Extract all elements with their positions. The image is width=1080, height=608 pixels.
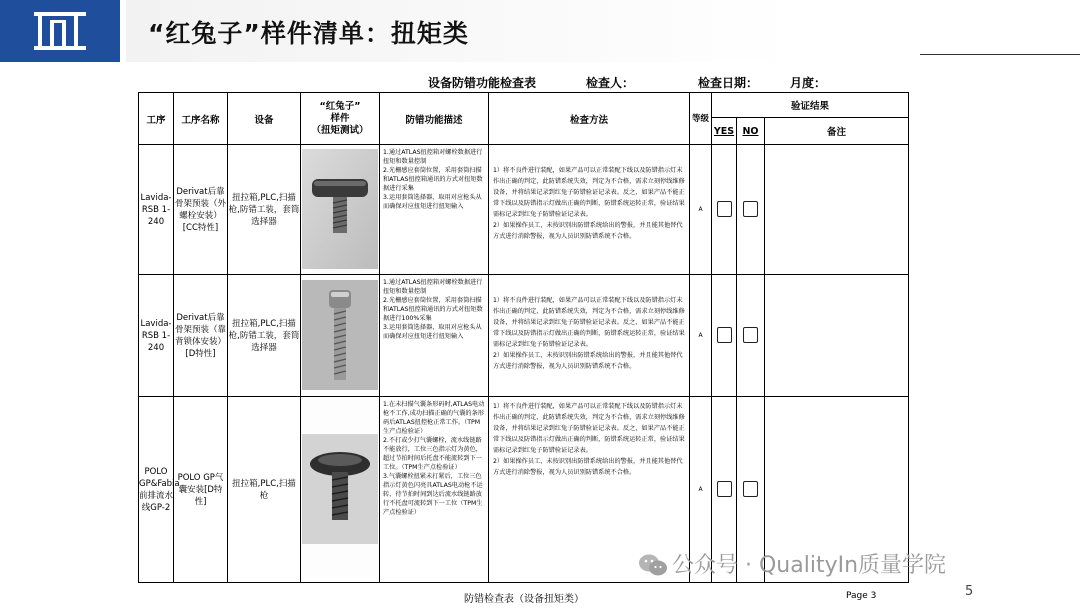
col-yes: YES <box>712 118 737 145</box>
cell-function-desc: 1.在未扫描气囊条形码时,ATLAS电动枪不工作,成功扫描正确的气囊的条形码后ATLAS扭控枪正常工作。（TPM生产点检验证） 2.不打或少打气囊螺栓，流水线链路不能放行，工位三色指示灯为黄色，超过节拍时间后托盘不能流转到下一工位。（TPM生产点检验证） 3.气囊螺栓扭紧未打紧后，工位三色指示灯黄色闪亮具ATLAS电动枪不运转，待节拍时间到达后流水线链路放行不托盘可流转到下一工位（TPM生产点检验证） <box>380 397 489 583</box>
cell-remark[interactable] <box>765 145 909 275</box>
company-logo <box>0 0 120 62</box>
sample-photo-cell <box>301 145 380 275</box>
cell-function-desc: 1.通过ATLAS扭控箱对螺栓数据进行扭矩和数量控制 2.光栅感应套筒位置，采用套筒扫描和ATLAS扭控箱通讯的方式对扭矩数据进行采集 3.运用套筒选择器，取用对应枪头从而确保对应扭矩进行扭矩输入 <box>380 145 489 275</box>
cell-grade: A <box>690 145 712 275</box>
cell-process: POLO GP&Fabia前排流水线GP-2 <box>139 397 174 583</box>
inspector-label: 检查人： <box>586 76 635 90</box>
yes-checkbox[interactable] <box>717 327 732 343</box>
cell-no <box>737 145 765 275</box>
cell-equipment: 扭拉箱,PLC,扫描枪 <box>228 397 301 583</box>
logo-icon <box>34 12 86 50</box>
cell-process-name: Derivat后靠骨架预装（靠背锁体安装）[D特性] <box>174 275 228 397</box>
col-sample-line3: （扭矩测试） <box>311 124 369 136</box>
col-sample <box>301 93 380 145</box>
no-checkbox[interactable] <box>743 201 758 217</box>
sheet-name: 防错检查表（设备扭矩类） <box>464 594 584 605</box>
yes-checkbox[interactable] <box>717 201 732 217</box>
col-method: 检查方法 <box>489 93 690 145</box>
cell-process: Lavida-RSB 1-240 <box>139 275 174 397</box>
cell-method: 1）将不良件进行装配，如果产品可以正常装配下线以及防错指示灯未作出正确的判定，此防错系统失效，判定为不合格，需求立刻停线维修设备，并将结果记录到红兔子防错验证记录表。反之，如果产品不能正常下线以及防错指示灯做出正确的判断，防错系统运转正常，验证结果需标记录到红兔子防错验证记录表。 2）如果操作员工，未按识别出防错系统给出的警报，并且能其他替代方式进行消除警报，视为人员识别防错系统不合格。 <box>489 275 690 397</box>
cell-no <box>737 275 765 397</box>
cell-yes <box>712 275 737 397</box>
col-remark: 备注 <box>765 118 909 145</box>
cell-yes <box>712 145 737 275</box>
table-row <box>139 145 909 275</box>
slide-number: 5 <box>965 584 974 599</box>
sample-photo-cell <box>301 275 380 397</box>
sheet-page-label: Page 3 <box>846 591 877 601</box>
inspection-table <box>138 92 909 583</box>
col-grade: 等级 <box>690 93 712 145</box>
col-sample-line2: 样件 <box>330 112 350 124</box>
inspection-date-label: 检查日期： <box>698 76 759 90</box>
cell-function-desc: 1.通过ATLAS扭控箱对螺栓数据进行扭矩和数量控制 2.光栅感应套筒位置，采用套筒扫描和ATLAS扭控箱通讯的方式对扭矩数据进行100%采集 3.运用套筒选择器，取用对应枪头从而确保对应扭矩进行扭矩输入 <box>380 275 489 397</box>
col-function-desc: 防错功能描述 <box>380 93 489 145</box>
col-process: 工序 <box>139 93 174 145</box>
cell-grade: A <box>690 397 712 583</box>
inspection-sheet <box>138 92 908 582</box>
col-no: NO <box>737 118 765 145</box>
page-title: “红兔子”样件清单：扭矩类 <box>148 19 469 48</box>
cell-process-name: Derivat后靠骨架预装（外螺栓安装）[CC特性] <box>174 145 228 275</box>
cell-method: 1）将不良件进行装配，如果产品可以正常装配下线以及防错指示灯未作出正确的判定，此防错系统失效，判定为不合格，需求立刻停线维修设备，并将结果记录到红兔子防错验证记录表。反之，如果产品不能正常下线以及防错指示灯做出正确的判断，防错系统运转正常，验证结果需标记录到红兔子防错验证记录表。 2）如果操作员工，未按识别出防错系统给出的警报，并且能其他替代方式进行消除警报，视为人员识别防错系统不合格。 <box>489 145 690 275</box>
col-process-name: 工序名称 <box>174 93 228 145</box>
cell-equipment: 扭拉箱,PLC,扫描枪,防错工装，套筒选择器 <box>228 275 301 397</box>
table-row <box>139 275 909 397</box>
wechat-icon <box>638 552 668 578</box>
sample-photo-cell <box>301 397 380 583</box>
cell-method: 1）将不良件进行装配，如果产品可以正常装配下线以及防错指示灯未作出正确的判定，此防错系统失效，判定为不合格，需求立刻停线维修设备，并将结果记录到红兔子防错验证记录表。反之，如果产品不能正常下线以及防错指示灯做出正确的判断，防错系统运转正常，验证结果需标记录到红兔子防错验证记录表。 2）如果操作员工，未按识别出防错系统给出的警报，并且能其他替代方式进行消除警报，视为人员识别防错系统不合格。 <box>489 397 690 583</box>
title-divider <box>920 54 1080 55</box>
cell-process-name: POLO GP气囊安装[D特性] <box>174 397 228 583</box>
bolt-photo-1 <box>302 149 378 269</box>
no-checkbox[interactable] <box>743 327 758 343</box>
cell-grade: A <box>690 275 712 397</box>
col-result: 验证结果 <box>712 93 909 118</box>
cell-process: Lavida-RSB 1-240 <box>139 145 174 275</box>
watermark: 公众号 · QualityIn质量学院 <box>672 553 947 578</box>
form-title: 设备防错功能检查表 <box>428 76 537 90</box>
month-label: 月度： <box>790 76 827 90</box>
no-checkbox[interactable] <box>743 481 758 497</box>
col-sample-line1: “红兔子” <box>319 100 361 112</box>
yes-checkbox[interactable] <box>717 481 732 497</box>
bolt-photo-3 <box>302 434 378 544</box>
bolt-photo-2 <box>302 280 378 390</box>
cell-equipment: 扭拉箱,PLC,扫描枪,防错工装，套筒选择器 <box>228 145 301 275</box>
col-equipment: 设备 <box>228 93 301 145</box>
cell-remark[interactable] <box>765 275 909 397</box>
